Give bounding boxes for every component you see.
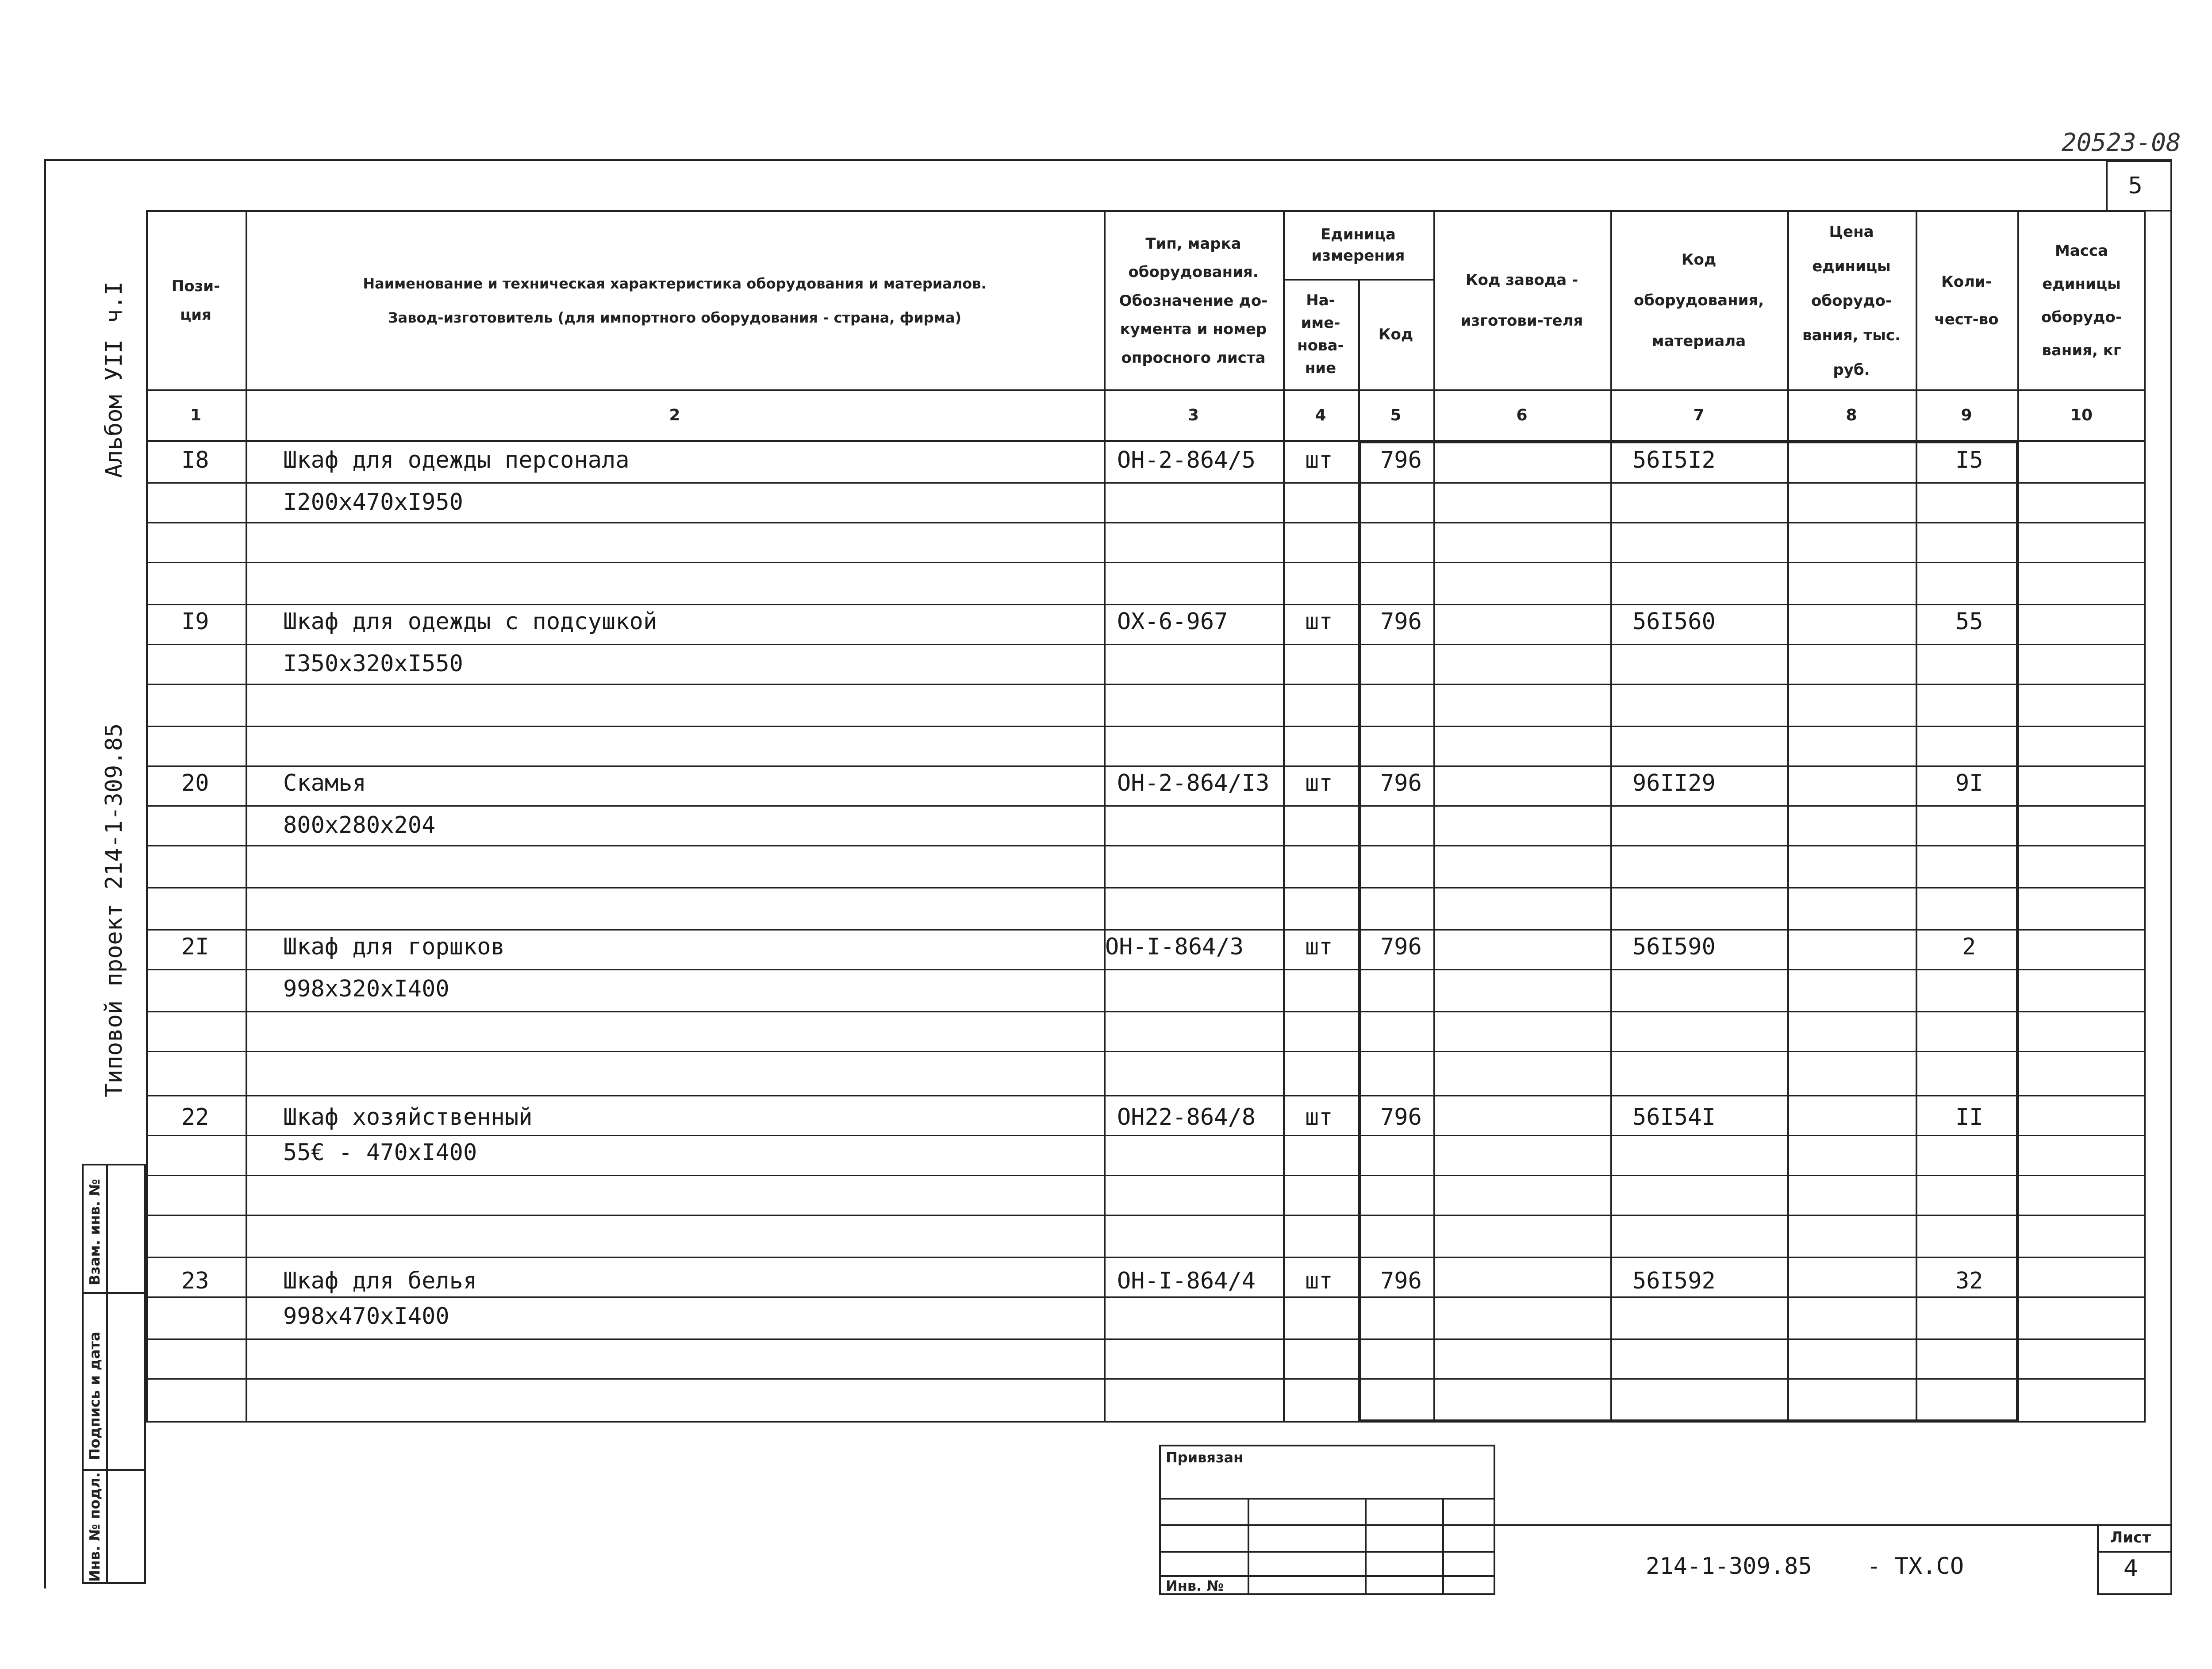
header-position: Пози- ция — [171, 277, 220, 324]
drawing-code-suffix: - ТХ.СО — [1867, 1553, 1964, 1580]
col-number: 5 — [1390, 406, 1402, 424]
row-name: Шкаф хозяйственный — [283, 1104, 533, 1131]
sheet-number: 4 — [2124, 1555, 2139, 1582]
row-unit: шт — [1305, 1268, 1333, 1294]
row-dims: I200x470xI950 — [283, 489, 463, 515]
row-equipment-code: 56I592 — [1632, 1268, 1716, 1294]
row-unit: шт — [1305, 608, 1333, 635]
header-factory-code: Код завода - изготови-теля — [1460, 271, 1583, 330]
col-number: 3 — [1187, 406, 1199, 424]
row-name: Шкаф для горшков — [283, 934, 505, 960]
doc-number: 20523-08 — [2062, 128, 2181, 157]
row-position: I9 — [181, 608, 209, 635]
row-name: Шкаф для одежды персонала — [283, 447, 630, 473]
row-unit: шт — [1305, 447, 1333, 473]
col-number: 1 — [190, 406, 202, 424]
row-unit-code: 796 — [1380, 1268, 1422, 1294]
row-equipment-code: 56I5I2 — [1632, 447, 1716, 473]
row-quantity: I5 — [1955, 447, 1983, 473]
row-unit: шт — [1305, 934, 1333, 960]
col-number: 9 — [1961, 406, 1972, 424]
row-dims: 55€ - 470xI400 — [283, 1139, 477, 1166]
row-unit-code: 796 — [1380, 447, 1422, 473]
stamp-field-inv: Инв. № подл. — [86, 1472, 103, 1582]
row-quantity: 9I — [1955, 770, 1983, 796]
row-position: I8 — [181, 447, 209, 473]
col-number: 6 — [1516, 406, 1528, 424]
row-type: ОН22-864/8 — [1117, 1104, 1256, 1131]
row-equipment-code: 56I54I — [1632, 1104, 1716, 1131]
row-position: 23 — [181, 1268, 209, 1294]
header-mass: Масса единицы оборудо-вания, кг — [2041, 242, 2122, 359]
row-unit-code: 796 — [1380, 934, 1422, 960]
row-type: ОН-2-864/I3 — [1117, 770, 1270, 796]
row-quantity: 32 — [1955, 1268, 1983, 1294]
outer-top-line — [44, 159, 2172, 161]
outer-left-line — [44, 159, 46, 1588]
drawing-code: 214-1-309.85 — [1646, 1553, 1812, 1580]
row-quantity: 2 — [1962, 934, 1976, 960]
header-unit-name: На-име-нова-ние — [1297, 292, 1344, 377]
row-quantity: II — [1955, 1104, 1983, 1131]
row-type: ОХ-6-967 — [1117, 608, 1228, 635]
album-label: Альбом УII — [101, 339, 127, 478]
row-position: 20 — [181, 770, 209, 796]
header-price: Цена единицы оборудо-вания, тыс. руб. — [1802, 223, 1901, 379]
row-position: 22 — [181, 1104, 209, 1131]
row-equipment-code: 56I590 — [1632, 934, 1716, 960]
inv-number-label: Инв. № — [1166, 1577, 1224, 1594]
outer-right-line — [2170, 159, 2172, 1588]
header-unit: Единица измерения — [1311, 226, 1405, 265]
row-unit-code: 796 — [1380, 770, 1422, 796]
row-type: ОН-2-864/5 — [1117, 447, 1256, 473]
row-type: ОН-I-864/4 — [1117, 1268, 1256, 1294]
row-dims: I350x320xI550 — [283, 650, 463, 677]
row-equipment-code: 96II29 — [1632, 770, 1716, 796]
row-dims: 998x470xI400 — [283, 1303, 449, 1330]
stamp-field-replace: Взам. инв. № — [86, 1179, 103, 1285]
col-number: 2 — [669, 406, 680, 424]
col-number: 4 — [1315, 406, 1326, 424]
row-name: Шкаф для одежды с подсушкой — [283, 608, 657, 635]
sheet-label: Лист — [2110, 1529, 2151, 1546]
row-equipment-code: 56I560 — [1632, 608, 1716, 635]
header-type: Тип, марка оборудования. Обозначение до-кумента и номер опросного листа — [1119, 235, 1268, 367]
col-number: 10 — [2070, 406, 2093, 424]
row-dims: 998x320xI400 — [283, 976, 449, 1002]
row-unit: шт — [1305, 770, 1333, 796]
row-unit-code: 796 — [1380, 608, 1422, 635]
row-quantity: 55 — [1955, 608, 1983, 635]
col-number: 7 — [1693, 406, 1705, 424]
row-unit: шт — [1305, 1104, 1333, 1131]
row-type: ОН-I-864/3 — [1105, 934, 1244, 960]
page-box-number: 5 — [2128, 173, 2143, 199]
row-name: Скамья — [283, 770, 366, 796]
header-quantity: Коли-чест-во — [1934, 273, 1999, 328]
header-name: Наименование и техническая характеристика оборудования и материалов. Завод-изготовитель (для импортного оборудования - страна, фирма) — [363, 275, 987, 326]
row-unit-code: 796 — [1380, 1104, 1422, 1131]
header-unit-code: Код — [1378, 325, 1413, 343]
stamp-field-sign-date: Подпись и дата — [86, 1331, 103, 1460]
row-position: 2I — [181, 934, 209, 960]
privyazan-label: Привязан — [1166, 1449, 1244, 1466]
header-equipment-code: Код оборудования, материала — [1633, 251, 1764, 350]
part-label: ч.I — [101, 281, 127, 323]
row-dims: 800x280x204 — [283, 812, 436, 838]
project-label: Типовой проект 214-1-309.85 — [101, 723, 127, 1097]
privyazan-stamp — [1159, 1445, 1495, 1595]
row-name: Шкаф для белья — [283, 1268, 477, 1294]
col-number: 8 — [1846, 406, 1857, 424]
